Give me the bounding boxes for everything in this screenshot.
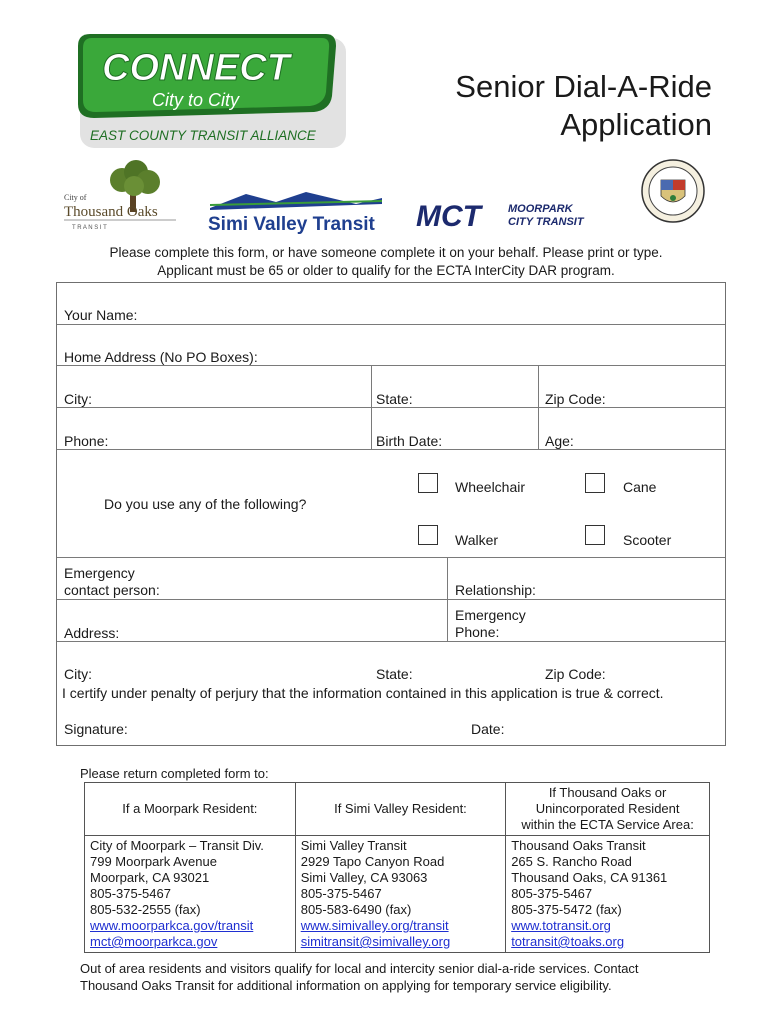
emergency-state-label: State: xyxy=(376,666,413,682)
thousand-oaks-contact-cell xyxy=(506,836,710,953)
logo-main-text: CONNECT xyxy=(102,47,290,89)
simi-valley-column-header: If Simi Valley Resident: xyxy=(295,783,505,836)
thousand-oaks-website-link[interactable]: www.totransit.org xyxy=(511,918,611,933)
address-line: City of Moorpark – Transit Div. xyxy=(90,838,264,853)
title-line-2: Application xyxy=(560,107,712,142)
signature-label: Signature: xyxy=(64,721,128,737)
mobility-aids-question: Do you use any of the following? xyxy=(104,496,307,512)
city-label: City: xyxy=(64,391,92,407)
fax-line: 805-375-5472 (fax) xyxy=(511,902,622,917)
fax-line: 805-583-6490 (fax) xyxy=(300,902,412,917)
mct-line-2: CITY TRANSIT xyxy=(508,216,584,228)
mountain-icon xyxy=(210,192,382,210)
simi-valley-transit-logo xyxy=(206,190,386,236)
scooter-label: Scooter xyxy=(623,532,672,548)
moorpark-email-link[interactable]: mct@moorparkca.gov xyxy=(90,934,218,949)
wheelchair-label: Wheelchair xyxy=(455,479,526,495)
moorpark-contact-cell xyxy=(85,836,296,953)
emergency-address-label: Address: xyxy=(64,625,120,641)
wheelchair-checkbox[interactable] xyxy=(418,473,438,493)
phone-line: 805-375-5467 xyxy=(300,886,382,901)
state-label: State: xyxy=(376,391,413,407)
county-seal-icon xyxy=(640,158,706,224)
phone-line: 805-375-5467 xyxy=(511,886,593,901)
intro-line-1: Please complete this form, or have someone complete it on your behalf. Please print or type. xyxy=(109,245,663,260)
address-line: 2929 Tapo Canyon Road xyxy=(300,854,445,869)
footer-line-1: Out of area residents and visitors qualify for local and intercity senior dial-a-ride services. Contact xyxy=(80,961,639,976)
simi-valley-logo-text: Simi Valley Transit xyxy=(208,214,375,235)
to-logo-subtext: T R A N S I T xyxy=(72,225,107,231)
mct-mark: MCT xyxy=(416,200,481,228)
emergency-phone-label-line-1: Emergency xyxy=(455,607,526,623)
age-label: Age: xyxy=(545,433,574,449)
address-line: Moorpark, CA 93021 xyxy=(90,870,210,885)
phone-label: Phone: xyxy=(64,433,109,449)
footer-line-2: Thousand Oaks Transit for additional information on applying for temporary service eligibility. xyxy=(80,978,612,993)
simi-valley-contact-cell xyxy=(295,836,505,953)
connect-city-to-city-logo xyxy=(74,34,350,152)
birth-date-label: Birth Date: xyxy=(376,433,443,449)
address-line: 265 S. Rancho Road xyxy=(511,854,632,869)
footer-note xyxy=(80,960,720,994)
intro-instructions xyxy=(56,244,716,280)
thousand-oaks-email-link[interactable]: totransit@toaks.org xyxy=(511,934,625,949)
certification-statement: I certify under penalty of perjury that the information contained in this application is true & correct. xyxy=(62,685,664,701)
address-line: Thousand Oaks, CA 91361 xyxy=(511,870,668,885)
moorpark-city-transit-logo xyxy=(416,200,620,228)
zip-code-label: Zip Code: xyxy=(545,391,606,407)
fax-line: 805-532-2555 (fax) xyxy=(90,902,201,917)
address-line: 799 Moorpark Avenue xyxy=(90,854,217,869)
your-name-label: Your Name: xyxy=(64,307,138,323)
application-form xyxy=(56,282,726,746)
address-line: Simi Valley, CA 93063 xyxy=(300,870,428,885)
emergency-city-label: City: xyxy=(64,666,92,682)
to-logo-name: Thousand Oaks xyxy=(64,204,158,220)
to-logo-small-text: City of xyxy=(64,193,87,202)
home-address-label: Home Address (No PO Boxes): xyxy=(64,349,258,365)
phone-line: 805-375-5467 xyxy=(90,886,171,901)
title-line-1: Senior Dial-A-Ride xyxy=(455,69,712,104)
mct-line-1: MOORPARK xyxy=(508,203,573,215)
emergency-phone-label-line-2: Phone: xyxy=(455,624,500,640)
moorpark-column-header: If a Moorpark Resident: xyxy=(85,783,296,836)
simi-valley-website-link[interactable]: www.simivalley.org/transit xyxy=(300,918,449,933)
simi-valley-email-link[interactable]: simitransit@simivalley.org xyxy=(300,934,451,949)
emergency-zip-label: Zip Code: xyxy=(545,666,606,682)
logo-tagline: City to City xyxy=(152,90,240,110)
cane-label: Cane xyxy=(623,479,657,495)
scooter-checkbox[interactable] xyxy=(585,525,605,545)
address-line: Thousand Oaks Transit xyxy=(511,838,646,853)
date-label: Date: xyxy=(471,721,505,737)
thousand-oaks-transit-logo xyxy=(64,160,178,232)
relationship-label: Relationship: xyxy=(455,582,536,598)
thousand-oaks-column-header: If Thousand Oaks or Unincorporated Resident within the ECTA Service Area: xyxy=(506,783,710,836)
address-line: Simi Valley Transit xyxy=(300,838,407,853)
cane-checkbox[interactable] xyxy=(585,473,605,493)
emergency-contact-label-line-2: contact person: xyxy=(64,582,160,598)
logo-alliance-text: EAST COUNTY TRANSIT ALLIANCE xyxy=(90,128,316,143)
intro-line-2: Applicant must be 65 or older to qualify for the ECTA InterCity DAR program. xyxy=(157,263,615,278)
return-instructions-label: Please return completed form to: xyxy=(80,766,269,781)
return-addresses-table xyxy=(84,782,710,953)
emergency-contact-label-line-1: Emergency xyxy=(64,565,135,581)
walker-label: Walker xyxy=(455,532,499,548)
walker-checkbox[interactable] xyxy=(418,525,438,545)
moorpark-website-link[interactable]: www.moorparkca.gov/transit xyxy=(90,918,254,933)
document-title xyxy=(455,68,712,144)
